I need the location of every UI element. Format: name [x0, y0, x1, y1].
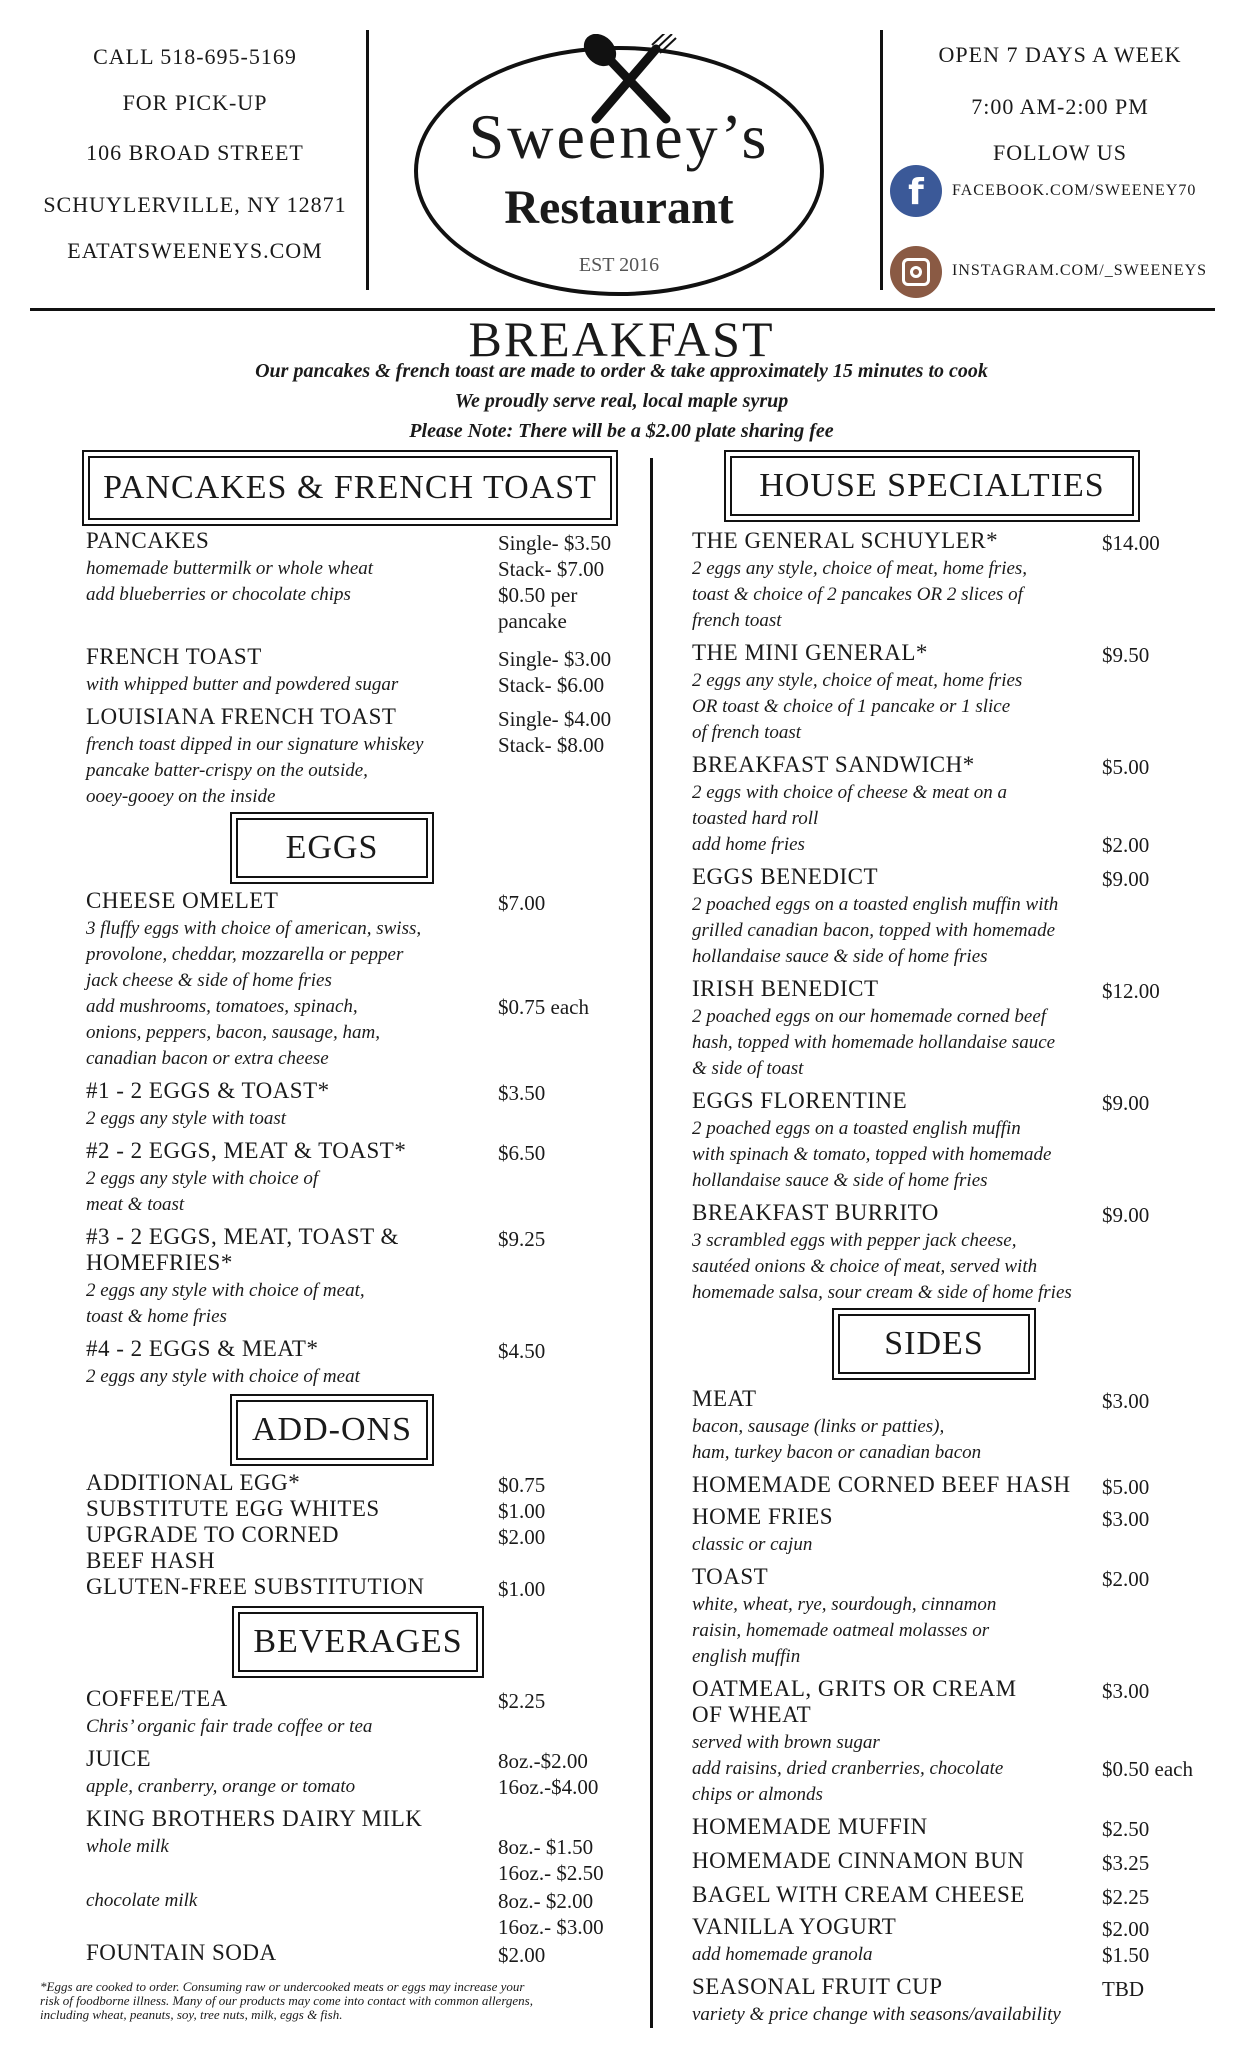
item-desc: 2 poached eggs on our homemade corned beef — [692, 1006, 1047, 1027]
item-price: $6.50 — [498, 1141, 546, 1165]
item-name: TOAST — [692, 1564, 769, 1589]
section-eggs: EGGS — [230, 812, 434, 884]
item-price: $12.00 — [1102, 979, 1160, 1003]
item-price: $14.00 — [1102, 531, 1160, 555]
item-desc: 3 scrambled eggs with pepper jack cheese, — [692, 1230, 1017, 1251]
intro-cook-time: Our pancakes & french toast are made to order & take approximately 15 minutes to cook — [255, 360, 988, 382]
section-house-specialties: HOUSE SPECIALTIES — [724, 450, 1140, 522]
item-name: KING BROTHERS DAIRY MILK — [86, 1806, 423, 1831]
item-price: $3.00 — [1102, 1679, 1150, 1703]
item-desc: sautéed onions & choice of meat, served with — [692, 1256, 1038, 1277]
item-desc: 2 eggs with choice of cheese & meat on a — [692, 782, 1008, 803]
item-desc: variety & price change with seasons/availability — [692, 2004, 1061, 2025]
item-price: 8oz.- $1.50 — [498, 1835, 594, 1859]
item-name: #1 - 2 EGGS & TOAST* — [86, 1078, 330, 1103]
item-price: $2.25 — [498, 1689, 546, 1713]
item-desc: whole milk — [86, 1836, 169, 1857]
item-desc: chips or almonds — [692, 1784, 823, 1805]
item-desc: raisin, homemade oatmeal molasses or — [692, 1620, 990, 1641]
item-desc: hollandaise sauce & side of home fries — [692, 946, 988, 967]
item-desc: 2 eggs any style with toast — [86, 1108, 287, 1129]
item-desc: & side of toast — [692, 1058, 804, 1079]
section-add-ons: ADD-ONS — [230, 1394, 434, 1466]
open-hours: 7:00 AM-2:00 PM — [971, 94, 1149, 119]
logo-established: EST 2016 — [578, 254, 660, 276]
item-desc: hash, topped with homemade hollandaise sauce — [692, 1032, 1056, 1053]
column-divider — [650, 458, 653, 2028]
item-price: Stack- $6.00 — [498, 673, 605, 697]
item-name: BAGEL WITH CREAM CHEESE — [692, 1882, 1025, 1907]
phone-line: CALL 518-695-5169 — [93, 44, 297, 69]
footnote: including wheat, peanuts, soy, tree nuts, milk, eggs & fish. — [40, 2007, 343, 2022]
page-title: BREAKFAST — [468, 311, 775, 367]
item-desc: homemade salsa, sour cream & side of home fries — [692, 1282, 1072, 1303]
item-price: Single- $4.00 — [498, 707, 612, 731]
item-desc: french toast dipped in our signature whiskey — [86, 734, 424, 755]
item-desc: meat & toast — [86, 1194, 185, 1215]
item-price: $2.50 — [1102, 1817, 1150, 1841]
item-desc: pancake batter-crispy on the outside, — [86, 760, 368, 781]
item-desc: served with brown sugar — [692, 1732, 880, 1753]
item-desc: add homemade granola — [692, 1944, 873, 1965]
item-name: HOMEMADE CINNAMON BUN — [692, 1848, 1025, 1873]
logo-name: Sweeney’s — [468, 101, 770, 172]
item-name: ADDITIONAL EGG* — [86, 1470, 301, 1495]
item-desc: white, wheat, rye, sourdough, cinnamon — [692, 1594, 997, 1615]
item-price: 8oz.-$2.00 — [498, 1749, 588, 1773]
item-desc: 2 eggs any style with choice of meat, — [86, 1280, 365, 1301]
item-price: $2.00 — [498, 1943, 546, 1967]
item-price: Single- $3.50 — [498, 531, 612, 555]
item-desc: OR toast & choice of 1 pancake or 1 slice — [692, 696, 1011, 717]
intro-sharing-fee: Please Note: There will be a $2.00 plate sharing fee — [409, 420, 834, 442]
item-name: LOUISIANA FRENCH TOAST — [86, 704, 397, 729]
city-address: SCHUYLERVILLE, NY 12871 — [43, 192, 347, 217]
item-desc: add raisins, dried cranberries, chocolate — [692, 1758, 1004, 1779]
item-price: $3.50 — [498, 1081, 546, 1105]
item-name: BREAKFAST BURRITO — [692, 1200, 939, 1225]
item-price: $1.50 — [1102, 1943, 1150, 1967]
intro-maple-syrup: We proudly serve real, local maple syrup — [454, 390, 789, 412]
section-beverages: BEVERAGES — [232, 1606, 484, 1678]
item-desc: 2 eggs any style with choice of meat — [86, 1366, 360, 1387]
item-price: $0.50 per — [498, 583, 578, 607]
item-desc: ham, turkey bacon or canadian bacon — [692, 1442, 982, 1463]
item-desc: 3 fluffy eggs with choice of american, swiss, — [86, 918, 422, 939]
item-price: $2.00 — [1102, 1917, 1150, 1941]
street-address: 106 BROAD STREET — [86, 140, 304, 165]
section-pancakes-french-toast: PANCAKES & FRENCH TOAST — [82, 450, 618, 526]
item-desc: with spinach & tomato, topped with homemade — [692, 1144, 1052, 1165]
logo-subtitle: Restaurant — [504, 181, 734, 234]
item-price: $2.00 — [1102, 833, 1150, 857]
item-desc: bacon, sausage (links or patties), — [692, 1416, 945, 1437]
item-price: Stack- $7.00 — [498, 557, 605, 581]
item-desc: toast & choice of 2 pancakes OR 2 slices of — [692, 584, 1023, 605]
item-name: THE GENERAL SCHUYLER* — [692, 528, 999, 553]
item-desc: ooey-gooey on the inside — [86, 786, 276, 807]
item-price: $5.00 — [1102, 1475, 1150, 1499]
item-name: GLUTEN-FREE SUBSTITUTION — [86, 1574, 425, 1599]
item-name: SEASONAL FRUIT CUP — [692, 1974, 943, 1999]
item-name: SUBSTITUTE EGG WHITES — [86, 1496, 380, 1521]
item-price: pancake — [498, 609, 567, 633]
footnote: risk of foodborne illness. Many of our products may come into contact with common allergens, — [40, 1993, 533, 2008]
item-name: FRENCH TOAST — [86, 644, 262, 669]
item-price: $3.00 — [1102, 1507, 1150, 1531]
item-name: UPGRADE TO CORNED — [86, 1522, 340, 1547]
item-name: #2 - 2 EGGS, MEAT & TOAST* — [86, 1138, 407, 1163]
item-price: 8oz.- $2.00 — [498, 1889, 594, 1913]
item-name: OATMEAL, GRITS OR CREAM — [692, 1676, 1017, 1701]
instagram-icon[interactable] — [890, 246, 942, 298]
item-desc: 2 poached eggs on a toasted english muffin with — [692, 894, 1059, 915]
item-desc: 2 poached eggs on a toasted english muffin — [692, 1118, 1021, 1139]
section-sides: SIDES — [832, 1308, 1036, 1380]
item-name: IRISH BENEDICT — [692, 976, 879, 1001]
website-link[interactable]: EATATSWEENEYS.COM — [67, 238, 323, 263]
item-price: $0.50 each — [1102, 1757, 1193, 1781]
header-divider-left — [366, 30, 369, 290]
item-price: $9.00 — [1102, 1091, 1150, 1115]
item-name: PANCAKES — [86, 528, 210, 553]
item-price: $9.00 — [1102, 867, 1150, 891]
item-price: 16oz.- $3.00 — [498, 1915, 604, 1939]
item-desc: Chris’ organic fair trade coffee or tea — [86, 1716, 373, 1737]
follow-us: FOLLOW US — [993, 140, 1127, 165]
item-price: $1.00 — [498, 1499, 546, 1523]
item-name: MEAT — [692, 1386, 757, 1411]
item-desc: add mushrooms, tomatoes, spinach, — [86, 996, 358, 1017]
item-price: 16oz.- $2.50 — [498, 1861, 604, 1885]
item-name: HOMEMADE MUFFIN — [692, 1814, 928, 1839]
item-desc: canadian bacon or extra cheese — [86, 1048, 329, 1069]
item-price: $9.00 — [1102, 1203, 1150, 1227]
header-divider-right — [880, 30, 883, 290]
item-price: $7.00 — [498, 891, 546, 915]
footnote: *Eggs are cooked to order. Consuming raw or undercooked meats or eggs may increase your — [40, 1979, 525, 1994]
item-name: BEEF HASH — [86, 1548, 216, 1573]
item-price: $0.75 each — [498, 995, 589, 1019]
item-price: $5.00 — [1102, 755, 1150, 779]
item-name: CHEESE OMELET — [86, 888, 279, 913]
item-name: EGGS FLORENTINE — [692, 1088, 908, 1113]
item-desc: chocolate milk — [86, 1890, 198, 1911]
item-name: EGGS BENEDICT — [692, 864, 879, 889]
item-desc: 2 eggs any style with choice of — [86, 1168, 319, 1189]
item-desc: 2 eggs any style, choice of meat, home fries, — [692, 558, 1028, 579]
item-desc: hollandaise sauce & side of home fries — [692, 1170, 988, 1191]
item-desc: french toast — [692, 610, 782, 631]
item-desc: toasted hard roll — [692, 808, 819, 829]
item-price: TBD — [1102, 1977, 1144, 2001]
item-name: THE MINI GENERAL* — [692, 640, 928, 665]
item-price: $4.50 — [498, 1339, 546, 1363]
item-name: VANILLA YOGURT — [692, 1914, 897, 1939]
open-days: OPEN 7 DAYS A WEEK — [938, 42, 1182, 67]
item-desc: provolone, cheddar, mozzarella or pepper — [86, 944, 404, 965]
item-price: $3.00 — [1102, 1389, 1150, 1413]
item-desc: add home fries — [692, 834, 805, 855]
pickup-line: FOR PICK-UP — [122, 90, 268, 115]
item-desc: grilled canadian bacon, topped with homemade — [692, 920, 1056, 941]
item-price: $1.00 — [498, 1577, 546, 1601]
facebook-icon[interactable]: f — [890, 165, 942, 217]
item-name: #3 - 2 EGGS, MEAT, TOAST & — [86, 1224, 399, 1249]
item-price: 16oz.-$4.00 — [498, 1775, 599, 1799]
item-desc: classic or cajun — [692, 1534, 813, 1555]
item-desc: of french toast — [692, 722, 802, 743]
item-price: $9.50 — [1102, 643, 1150, 667]
item-price: $0.75 — [498, 1473, 546, 1497]
item-name: OF WHEAT — [692, 1702, 812, 1727]
item-desc: add blueberries or chocolate chips — [86, 584, 351, 605]
item-price: $2.00 — [498, 1525, 546, 1549]
item-name: HOME FRIES — [692, 1504, 834, 1529]
item-name: COFFEE/TEA — [86, 1686, 228, 1711]
item-price: $3.25 — [1102, 1851, 1150, 1875]
item-desc: toast & home fries — [86, 1306, 227, 1327]
item-name: HOMEFRIES* — [86, 1250, 233, 1275]
item-desc: apple, cranberry, orange or tomato — [86, 1776, 356, 1797]
item-desc: onions, peppers, bacon, sausage, ham, — [86, 1022, 380, 1043]
item-desc: with whipped butter and powdered sugar — [86, 674, 399, 695]
instagram-link[interactable]: INSTAGRAM.COM/_SWEENEYS — [952, 262, 1208, 279]
item-price: $2.00 — [1102, 1567, 1150, 1591]
item-name: JUICE — [86, 1746, 152, 1771]
item-name: HOMEMADE CORNED BEEF HASH — [692, 1472, 1071, 1497]
item-desc: homemade buttermilk or whole wheat — [86, 558, 374, 579]
item-price: $9.25 — [498, 1227, 546, 1251]
item-desc: jack cheese & side of home fries — [86, 970, 332, 991]
item-price: Stack- $8.00 — [498, 733, 605, 757]
item-price: $2.25 — [1102, 1885, 1150, 1909]
item-desc: 2 eggs any style, choice of meat, home fries — [692, 670, 1023, 691]
item-desc: english muffin — [692, 1646, 801, 1667]
item-name: FOUNTAIN SODA — [86, 1940, 277, 1965]
item-price: Single- $3.00 — [498, 647, 612, 671]
item-name: BREAKFAST SANDWICH* — [692, 752, 975, 777]
item-name: #4 - 2 EGGS & MEAT* — [86, 1336, 319, 1361]
facebook-link[interactable]: FACEBOOK.COM/SWEENEY70 — [952, 182, 1197, 199]
